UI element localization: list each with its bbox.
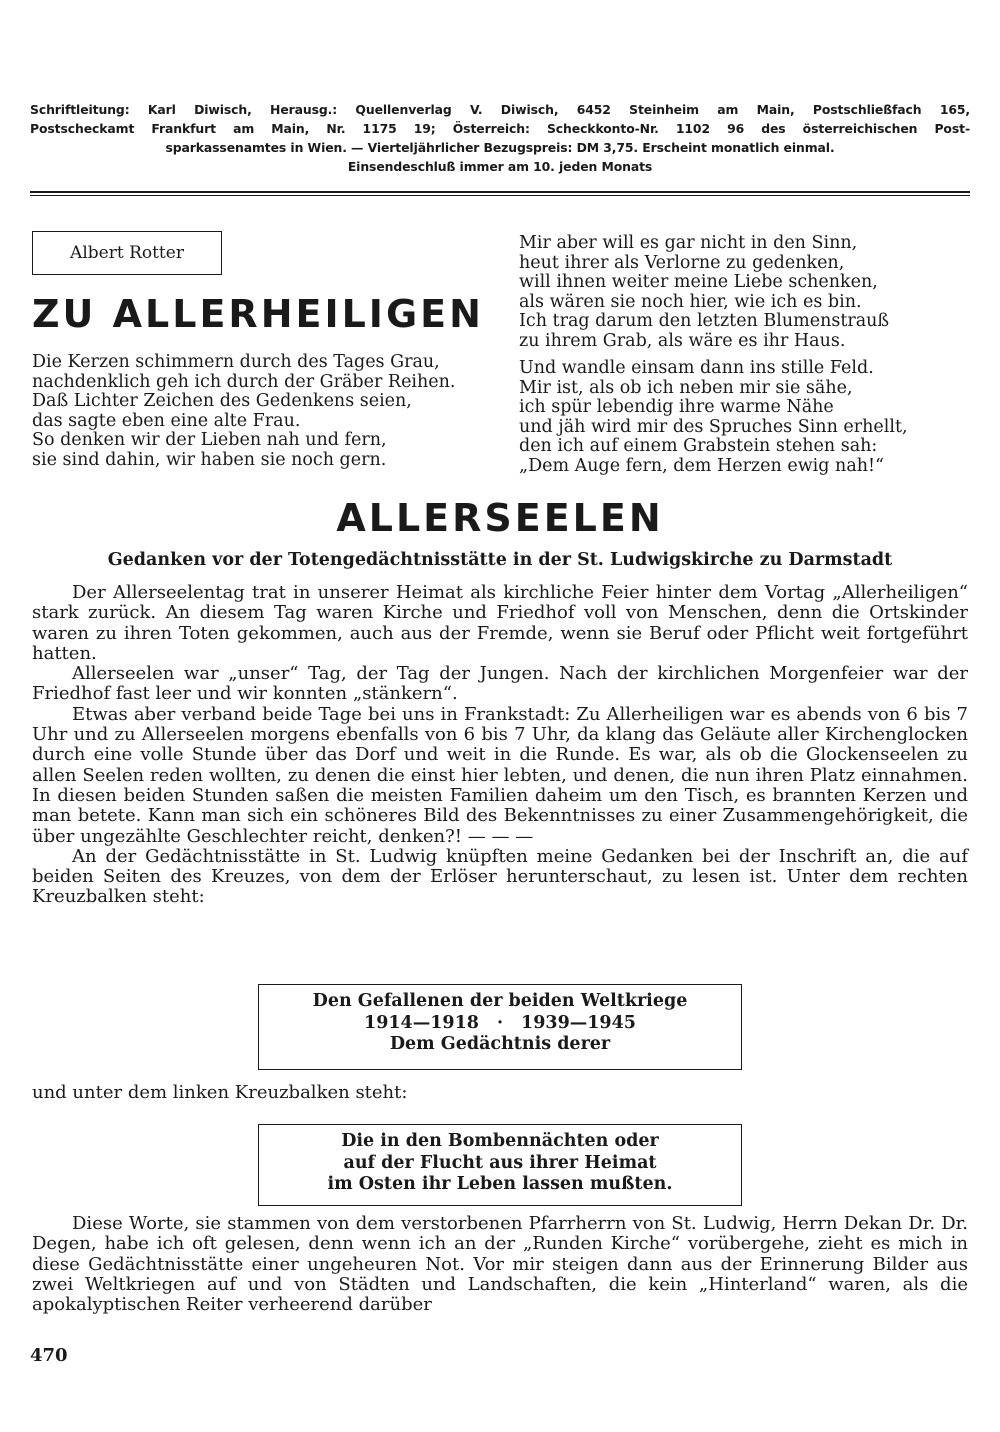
poem-line: Und wandle einsam dann ins stille Feld. <box>519 358 874 378</box>
article-paragraph: Der Allerseelentag trat in unserer Heimat als kirchliche Feier hinter dem Vortag „Allerheiligen“ stark zurück. An diesem Tag waren Kirche und Friedhof voll von Menschen, denn die Ortskinder waren zu ihren Toten gekommen, auch aus der Fremde, wenn sie Beruf oder Pflicht weit fortgeführt hatten. <box>32 582 968 664</box>
poem-line: den ich auf einem Grabstein stehen sah: <box>519 436 878 456</box>
masthead-line: Einsendeschluß immer am 10. jeden Monats <box>347 159 653 174</box>
poem-line: Mir ist, als ob ich neben mir sie sähe, <box>519 377 853 398</box>
masthead <box>30 100 970 176</box>
poem-line: heut ihrer als Verlorne zu gedenken, <box>519 252 845 273</box>
poem-line: Ich trag darum den letzten Blumenstrauß <box>519 311 890 331</box>
poem-line: Die Kerzen schimmern durch des Tages Grau, <box>32 352 440 372</box>
inscription-date: 1939—1945 <box>521 1012 636 1033</box>
page-number: 470 <box>30 1345 68 1366</box>
poem-title: ZU ALLERHEILIGEN <box>32 292 484 336</box>
inscription-line: Dem Gedächtnis derer <box>389 1034 611 1054</box>
article-body <box>32 583 968 908</box>
inscription-dates <box>259 1013 741 1035</box>
masthead-divider-thin <box>30 195 970 196</box>
inscription-line: Den Gefallenen der beiden Weltkriege <box>312 991 688 1011</box>
inscription-separator: · <box>496 1012 504 1033</box>
poem-stanza-right-1 <box>519 234 889 351</box>
article-between-text <box>32 1083 968 1103</box>
poem-line: als wären sie noch hier, wie ich es bin. <box>519 291 862 312</box>
inscription-line: im Osten ihr Leben lassen mußten. <box>327 1174 673 1194</box>
inscription-left-beam <box>258 1124 742 1206</box>
poem-line: Daß Lichter Zeichen des Gedenkens seien, <box>32 391 412 411</box>
poem-line: „Dem Auge fern, dem Herzen ewig nah!“ <box>519 455 884 476</box>
article-subtitle: Gedanken vor der Totengedächtnisstätte in der St. Ludwigskirche zu Darmstadt <box>107 550 893 570</box>
article-paragraph: Diese Worte, sie stammen von dem verstorbenen Pfarrherrn von St. Ludwig, Herrn Dekan Dr. Dr. Degen, habe ich oft gelesen, denn wenn ich an der „Runden Kirche“ vorübergehe, zieht es mich in diese Gedächtnisstätte einer ungeheuren Not. Vor mir steigen dann aus der Erinnerung Bilder aus zwei Weltkriegen auf und von Städten und Landschaften, die kein „Hinterland“ waren, als die apokalyptischen Reiter verheerend darüber <box>32 1213 968 1316</box>
article-paragraph: Allerseelen war „unser“ Tag, der Tag der Jungen. Nach der kirchlichen Morgenfeier war der Friedhof fast leer und wir konnten „stänkern“. <box>32 663 968 705</box>
poem-author-box <box>32 231 222 275</box>
poem-line: das sagte eben eine alte Frau. <box>32 410 301 431</box>
poem-author: Albert Rotter <box>70 243 184 263</box>
article-paragraph: An der Gedächtnisstätte in St. Ludwig knüpften meine Gedanken bei der Inschrift an, die auf beiden Seiten des Kreuzes, von dem der Erlöser herunterschaut, zu lesen ist. Unter dem rechten Kreuzbalken steht: <box>32 845 968 908</box>
masthead-line: Schriftleitung: Karl Diwisch, Herausg.: Quellenverlag V. Diwisch, 6452 Steinheim am Main, Postschließfach 165, <box>30 102 970 117</box>
article-paragraph: und unter dem linken Kreuzbalken steht: <box>32 1082 408 1103</box>
poem-line: will ihnen weiter meine Liebe schenken, <box>519 272 878 292</box>
article-title: ALLERSEELEN <box>336 496 664 540</box>
inscription-line: Die in den Bombennächten oder <box>341 1131 659 1151</box>
masthead-line: Postscheckamt Frankfurt am Main, Nr. 1175 19; Österreich: Scheckkonto-Nr. 1102 96 des österreichischen Post- <box>30 121 970 136</box>
poem-line: Mir aber will es gar nicht in den Sinn, <box>519 233 858 253</box>
article-paragraph: Etwas aber verband beide Tage bei uns in Frankstadt: Zu Allerheiligen war es abends von 6 bis 7 Uhr und zu Allerseelen morgens ebenfalls von 6 bis 7 Uhr, da klang das Geläute aller Kirchenglocken durch eine volle Stunde über das Dorf und weit in die Runde. Es war, als ob die Glockenseelen zu allen Seelen reden wollten, zu denen die einst hier lebten, und denen, die nun ihren Platz einnahmen. In diesen beiden Stunden saßen die meisten Familien daheim um den Tisch, es brannten Kerzen und man betete. Kann man sich ein schöneres Bild des Bekenntnisses zu einer Zusammengehörigkeit, die über ungezählte Geschlechter reicht, denken?! — — — <box>32 703 968 847</box>
inscription-date: 1914—1918 <box>364 1012 479 1033</box>
inscription-right-beam <box>258 984 742 1070</box>
poem-stanza-right-2 <box>519 359 908 476</box>
article-closing <box>32 1214 968 1315</box>
poem-line: und jäh wird mir des Spruches Sinn erhellt, <box>519 416 908 437</box>
poem-line: sie sind dahin, wir haben sie noch gern. <box>32 449 387 470</box>
inscription-line: auf der Flucht aus ihrer Heimat <box>343 1152 657 1173</box>
poem-line: zu ihrem Grab, als wäre es ihr Haus. <box>519 330 846 351</box>
poem-line: So denken wir der Lieben nah und fern, <box>32 430 387 450</box>
poem-stanza-left <box>32 353 455 470</box>
masthead-line: sparkassenamtes in Wien. — Vierteljährlicher Bezugspreis: DM 3,75. Erscheint monatlich einmal. <box>165 140 835 155</box>
masthead-divider-thick <box>30 191 970 193</box>
poem-line: nachdenklich geh ich durch der Gräber Reihen. <box>32 371 456 392</box>
poem-line: ich spür lebendig ihre warme Nähe <box>519 397 834 417</box>
